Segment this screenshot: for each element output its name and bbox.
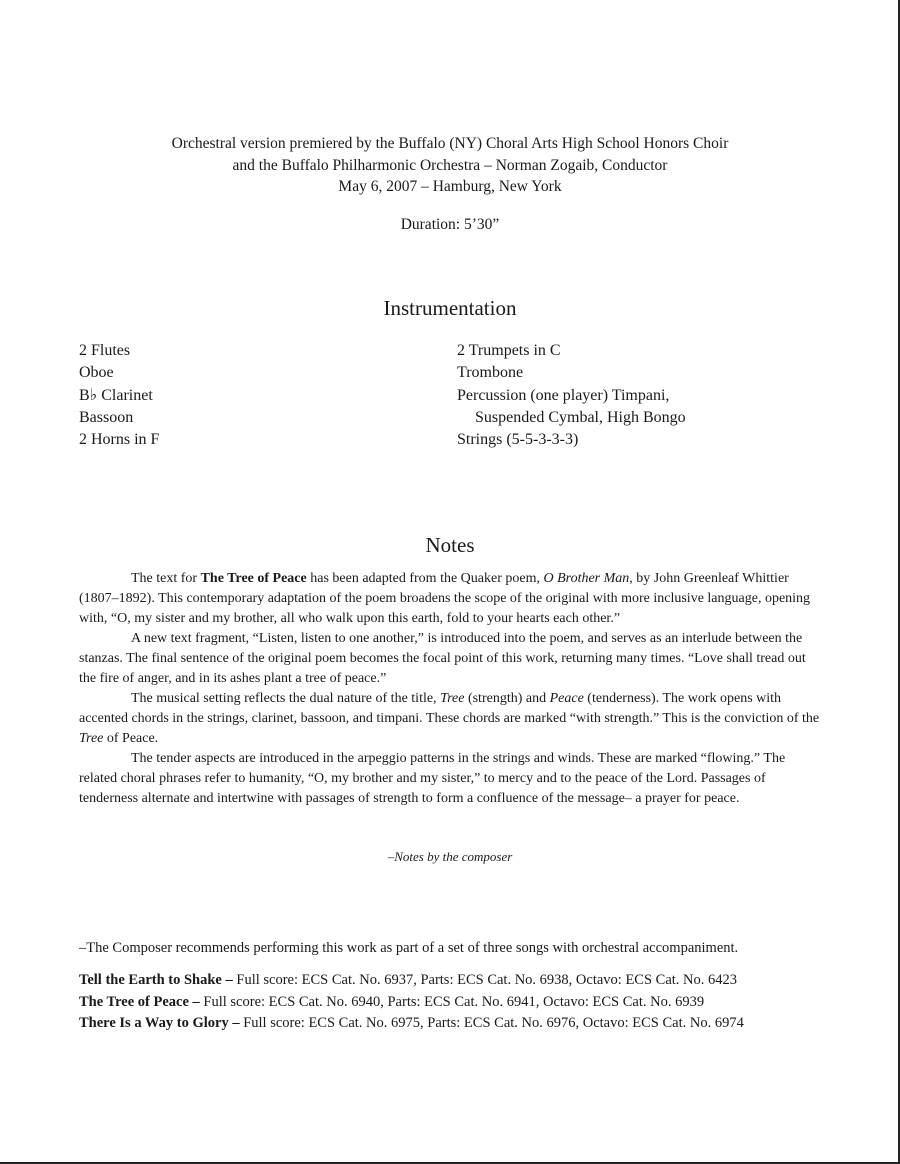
instrument-item: Suspended Cymbal, High Bongo — [475, 408, 686, 426]
premiere-line-3: May 6, 2007 – Hamburg, New York — [338, 178, 562, 195]
instrument-item: B♭ Clarinet — [79, 386, 153, 404]
instrumentation-title: Instrumentation — [383, 296, 517, 320]
notes-paragraph-2: A new text fragment, “Listen, listen to one another,” is introduced into the poem, and serves as an interlude between the stanzas. The final sentence of the original poem becomes the focal point of this work, returning many times. “Love shall tread out the fire of anger, and in its ashes plant a tree of peace.” — [79, 631, 806, 686]
notes-body — [79, 569, 822, 809]
catalog-entry — [79, 1013, 744, 1035]
emphasis-peace: Peace — [549, 691, 584, 706]
emphasis-tree: Tree — [440, 691, 465, 706]
instrument-item: 2 Flutes — [79, 342, 131, 359]
instrument-item: Percussion (one player) Timpani, — [457, 386, 670, 404]
emphasis-tree: Tree — [79, 731, 104, 746]
notes-paragraph-1 — [79, 569, 822, 629]
duration: Duration: 5’30” — [400, 216, 500, 233]
catalog-title: There Is a Way to Glory – — [79, 1015, 240, 1031]
catalog-title: Tell the Earth to Shake – — [79, 972, 233, 988]
instrument-item: Oboe — [79, 364, 114, 382]
poem-title: O Brother Man — [543, 571, 630, 586]
notes-paragraph-3 — [79, 689, 822, 749]
notes-paragraph-4: The tender aspects are introduced in the arpeggio patterns in the strings and winds. These are marked “flowing.” The related choral phrases refer to humanity, “O, my brother and my sister,” to mercy and to the peace of the Lord. Passages of tenderness alternate and intertwine with passages of strength to form a confluence of the message– a prayer for peace. — [79, 751, 786, 806]
premiere-info — [0, 133, 900, 198]
notes-title: Notes — [425, 533, 475, 557]
catalog-list — [79, 970, 744, 1035]
instrument-item: Bassoon — [79, 408, 134, 426]
composer-recommendation: –The Composer recommends performing this work as part of a set of three songs with orchestral accompaniment. — [79, 940, 739, 956]
catalog-entry — [79, 970, 744, 992]
instrument-item: Trombone — [457, 364, 524, 382]
instrument-item: 2 Trumpets in C — [457, 342, 561, 359]
instrument-item: Strings (5-5-3-3-3) — [457, 431, 579, 449]
notes-text: , by John Greenleaf Whittier (1807–1892). This contemporary adaptation of the poem broadens the scope of the original with more inclusive language, opening with, “O, my sister and my brother, all who walk upon this earth, fold to your hearts each other.” — [79, 571, 811, 626]
catalog-title: The Tree of Peace – — [79, 993, 200, 1010]
catalog-details: Full score: ECS Cat. No. 6975, Parts: ECS Cat. No. 6976, Octavo: ECS Cat. No. 6974 — [239, 1015, 744, 1031]
instrumentation-right-column — [457, 340, 686, 451]
instrumentation-left-column — [79, 340, 159, 451]
notes-text: The text for — [131, 571, 201, 586]
piece-title: The Tree of Peace — [200, 571, 307, 586]
notes-text: (tenderness). The work opens with accented chords in the strings, clarinet, bassoon, and timpani. These chords are marked “with strength.” This is the conviction of the — [79, 691, 820, 726]
notes-text: has been adapted from the Quaker poem, — [306, 571, 544, 586]
notes-text: The musical setting reflects the dual nature of the title, — [131, 691, 441, 706]
notes-signature: –Notes by the composer — [387, 849, 513, 864]
instrument-item: 2 Horns in F — [79, 431, 160, 449]
catalog-entry — [79, 992, 744, 1014]
catalog-details: Full score: ECS Cat. No. 6940, Parts: ECS Cat. No. 6941, Octavo: ECS Cat. No. 6939 — [199, 993, 705, 1010]
catalog-details: Full score: ECS Cat. No. 6937, Parts: ECS Cat. No. 6938, Octavo: ECS Cat. No. 6423 — [232, 972, 738, 988]
premiere-line-2: and the Buffalo Philharmonic Orchestra – Norman Zogaib, Conductor — [232, 156, 668, 174]
notes-text: (strength) and — [464, 691, 550, 706]
notes-text: of Peace. — [103, 731, 159, 746]
premiere-line-1: Orchestral version premiered by the Buffalo (NY) Choral Arts High School Honors Choir — [171, 135, 729, 152]
